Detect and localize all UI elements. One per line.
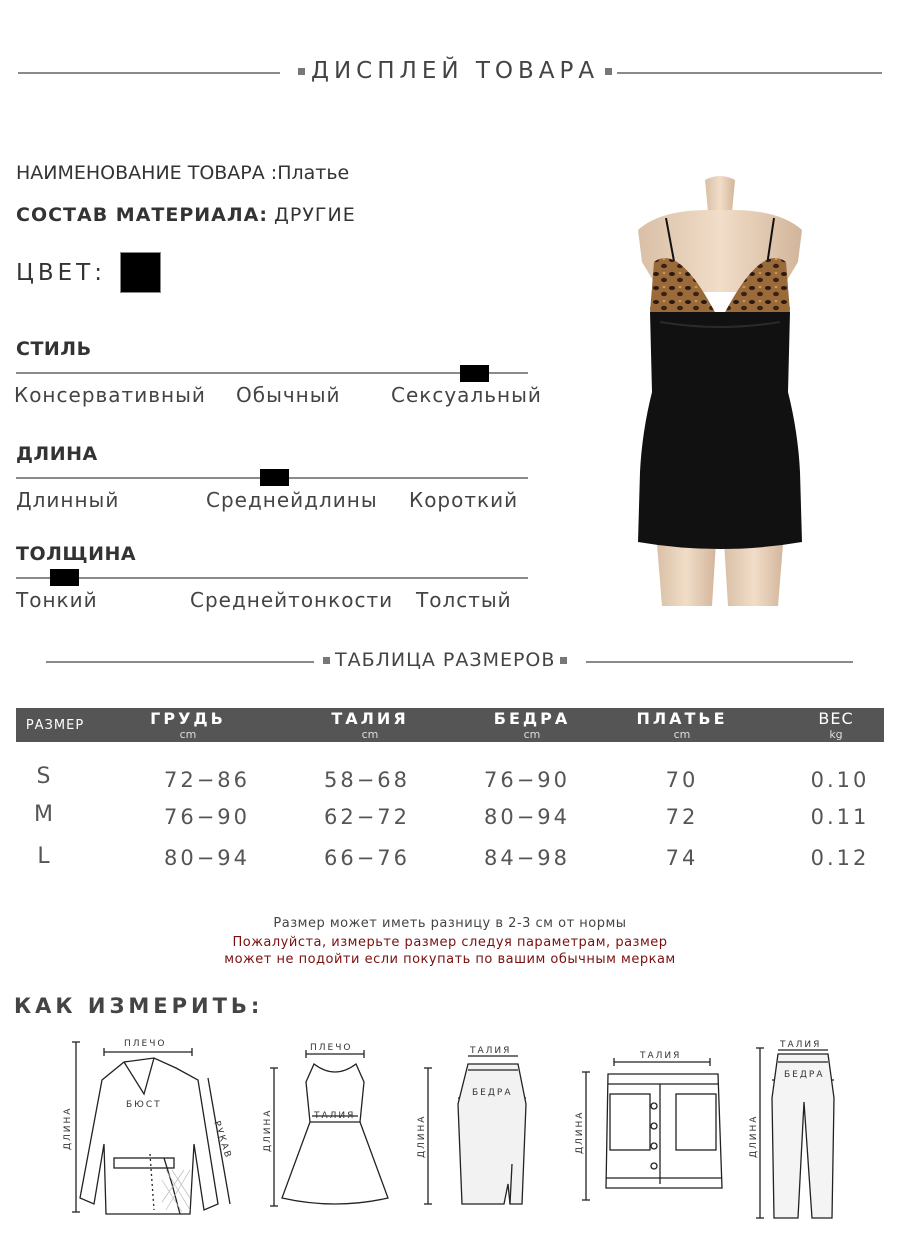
dress-sketch [260, 1042, 400, 1212]
scale-line-thickness [16, 577, 528, 579]
label-length: ДЛИНА [63, 1106, 73, 1150]
style-option-conservative: Консервативный [14, 383, 206, 407]
table-cell: 0.11 [810, 805, 870, 829]
scale-title-style: СТИЛЬ [16, 338, 92, 360]
scale-title-thickness: ТОЛЩИНА [16, 543, 137, 565]
label-waist: ТАЛИЯ [470, 1046, 512, 1056]
column-header-size [16, 717, 94, 735]
product-name-value: Платье [277, 162, 350, 184]
table-cell: 0.12 [810, 846, 870, 870]
table-cell: 72−86 [163, 768, 251, 792]
label-shoulder: ПЛЕЧО [124, 1039, 167, 1049]
column-header-label: БЕДРА [493, 709, 571, 728]
scale-line-style [16, 372, 528, 374]
material-value: ДРУГИЕ [274, 204, 356, 226]
label-waist: ТАЛИЯ [314, 1111, 356, 1121]
column-header-waist [310, 710, 430, 741]
style-option-casual: Обычный [236, 383, 341, 407]
thickness-option-thick: Толстый [416, 588, 512, 612]
label-shoulder: ПЛЕЧО [310, 1043, 353, 1053]
column-header-unit: cm [523, 728, 541, 741]
column-header-label: ГРУДЬ [150, 709, 226, 728]
label-length: ДЛИНА [749, 1114, 759, 1158]
length-option-long: Длинный [16, 488, 120, 512]
column-header-weight [788, 710, 884, 741]
square-bullet-icon [560, 657, 567, 664]
header-line-left [18, 72, 280, 74]
label-length: ДЛИНА [575, 1110, 585, 1154]
measure-warning-line2: может не подойти если покупать по вашим обычным меркам [224, 952, 676, 967]
section-title-text: ДИСПЛЕЙ ТОВАРА [311, 58, 600, 84]
label-hips: БЕДРА [472, 1088, 513, 1098]
header-line-right [617, 72, 882, 74]
size-table-header [16, 708, 884, 742]
style-option-sexy: Сексуальный [391, 383, 542, 407]
color-swatch [120, 252, 161, 293]
table-cell: 76−90 [163, 805, 251, 829]
material-row [16, 204, 356, 226]
label-hips: БЕДРА [784, 1070, 825, 1080]
table-cell: 0.10 [810, 768, 870, 792]
scale-marker-length [260, 469, 289, 486]
scale-title-length: ДЛИНА [16, 443, 98, 465]
skirt-sketch [414, 1044, 544, 1214]
how-to-measure-title: КАК ИЗМЕРИТЬ: [14, 994, 264, 1018]
column-header-unit: kg [829, 728, 843, 741]
table-cell: 58−68 [323, 768, 411, 792]
label-length: ДЛИНА [417, 1114, 427, 1158]
column-header-label: РАЗМЕР [25, 718, 85, 733]
thickness-option-medium: Среднейтонкости [190, 588, 394, 612]
table-cell: 80−94 [483, 805, 571, 829]
square-bullet-icon [323, 657, 330, 664]
table-cell: 72 [665, 805, 699, 829]
jacket-sketch [58, 1034, 238, 1220]
table-header-line-right [586, 661, 853, 663]
column-header-unit: cm [179, 728, 197, 741]
scale-marker-thickness [50, 569, 79, 586]
column-header-label: ПЛАТЬЕ [636, 709, 728, 728]
size-note: Размер может иметь разницу в 2-3 см от нормы [273, 916, 627, 931]
table-header-line-left [46, 661, 314, 663]
label-bust: БЮСТ [126, 1100, 162, 1110]
measure-warning-line1: Пожалуйста, измерьте размер следуя параметрам, размер [232, 935, 668, 950]
material-label: СОСТАВ МАТЕРИАЛА: [16, 204, 268, 226]
square-bullet-icon [605, 68, 612, 75]
label-waist: ТАЛИЯ [640, 1051, 682, 1061]
section-title-size-table [318, 649, 572, 671]
product-photo [620, 172, 820, 606]
table-cell: 66−76 [323, 846, 411, 870]
column-header-label: ТАЛИЯ [331, 709, 409, 728]
product-name-label: НАИМЕНОВАНИЕ ТОВАРА : [16, 162, 278, 184]
pants-sketch [748, 1038, 858, 1224]
table-cell-size: S [36, 764, 54, 789]
table-cell-size: L [37, 844, 53, 869]
length-option-medium: Среднейдлины [206, 488, 378, 512]
section-title-display [292, 58, 618, 84]
label-waist: ТАЛИЯ [780, 1040, 822, 1050]
table-cell: 62−72 [323, 805, 411, 829]
length-option-short: Короткий [409, 488, 519, 512]
column-header-unit: cm [673, 728, 691, 741]
size-table-title: ТАБЛИЦА РАЗМЕРОВ [335, 649, 556, 671]
table-cell: 80−94 [163, 846, 251, 870]
label-length: ДЛИНА [263, 1108, 273, 1152]
color-label [16, 260, 106, 286]
shorts-sketch [574, 1048, 744, 1208]
table-cell: 70 [665, 768, 699, 792]
table-cell: 74 [665, 846, 699, 870]
column-header-label: ВЕС [818, 709, 854, 728]
column-header-bust [128, 710, 248, 741]
scale-marker-style [460, 365, 489, 382]
table-cell-size: M [34, 802, 56, 827]
column-header-hips [472, 710, 592, 741]
product-name-row [16, 162, 349, 184]
column-header-unit: cm [361, 728, 379, 741]
thickness-option-thin: Тонкий [16, 588, 98, 612]
square-bullet-icon [298, 68, 305, 75]
label-sleeve: РУКАВ [211, 1119, 233, 1161]
color-label-text: ЦВЕТ: [16, 260, 106, 286]
table-cell: 76−90 [483, 768, 571, 792]
table-cell: 84−98 [483, 846, 571, 870]
column-header-dress [622, 710, 742, 741]
